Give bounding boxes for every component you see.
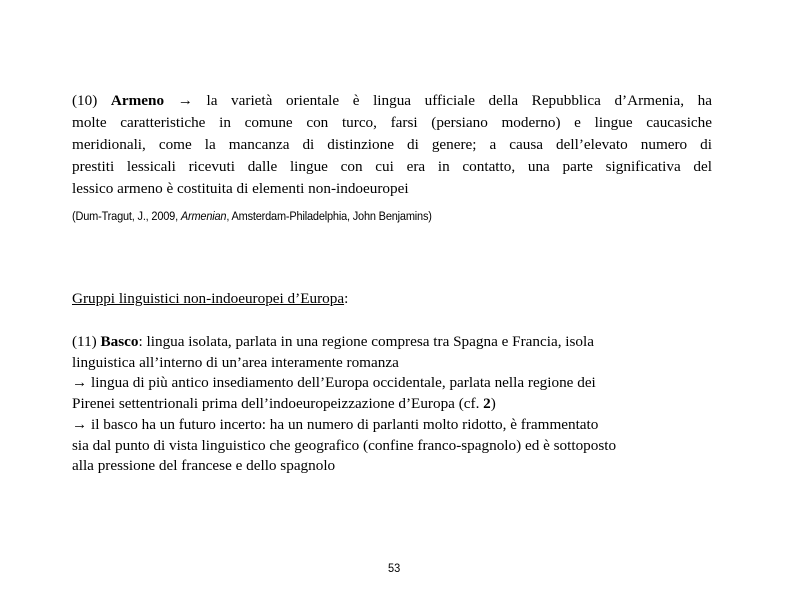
paragraph-line: linguistica all’interno di un’area interamente romanza xyxy=(72,353,399,371)
section-heading xyxy=(72,289,712,309)
citation xyxy=(72,208,712,224)
paragraph-line xyxy=(72,394,712,415)
page-number: 53 xyxy=(388,561,401,575)
heading-text: Gruppi linguistici non-indoeuropei d’Europa xyxy=(72,290,345,307)
citation-title: Armenian xyxy=(180,209,227,223)
paragraph-line: meridionali, come la mancanza di distinzione di genere; a causa dell’elevato numero di xyxy=(72,136,712,153)
paragraph-line: sia dal punto di vista linguistico che geografico (confine franco-spagnolo) ed è sottoposto xyxy=(72,436,617,454)
paragraph-line: alla pressione del francese e dello spagnolo xyxy=(72,457,336,475)
paragraph-line: molte caratteristiche in comune con turco, farsi (persiano moderno) e lingue caucasiche xyxy=(72,114,712,131)
paragraph-text: ) xyxy=(490,395,496,413)
paragraph-text: : lingua isolata, parlata in una regione compresa tra Spagna e Francia, isola xyxy=(138,333,594,350)
citation-text: , Amsterdam-Philadelphia, John Benjamins) xyxy=(226,209,432,223)
paragraph-line xyxy=(72,332,712,353)
heading-suffix: : xyxy=(344,290,349,307)
paragraph-basco xyxy=(72,332,712,477)
term-armeno: Armeno xyxy=(110,92,165,109)
citation-text: (Dum-Tragut, J., 2009, xyxy=(72,209,181,223)
item-number: (11) xyxy=(72,333,101,350)
term-basco: Basco xyxy=(100,333,139,350)
paragraph-text: → la varietà orientale è lingua ufficiale della Repubblica d’Armenia, ha xyxy=(164,92,712,109)
paragraph-line: prestiti lessicali ricevuti dalle lingue con cui era in contatto, una parte significativa del xyxy=(72,158,712,175)
paragraph-line: lessico armeno è costituita di elementi non-indoeuropei xyxy=(72,180,409,197)
paragraph-armeno xyxy=(72,90,712,200)
item-number: (10) xyxy=(72,92,111,109)
paragraph-text: Pirenei settentrionali prima dell’indoeuropeizzazione d’Europa (cf. xyxy=(72,395,484,413)
paragraph-line: → il basco ha un futuro incerto: ha un numero di parlanti molto ridotto, è frammentato xyxy=(72,415,599,433)
paragraph-line: → lingua di più antico insediamento dell’Europa occidentale, parlata nella regione dei xyxy=(72,374,596,392)
paragraph-line xyxy=(72,90,712,112)
cross-reference: 2 xyxy=(483,395,491,413)
